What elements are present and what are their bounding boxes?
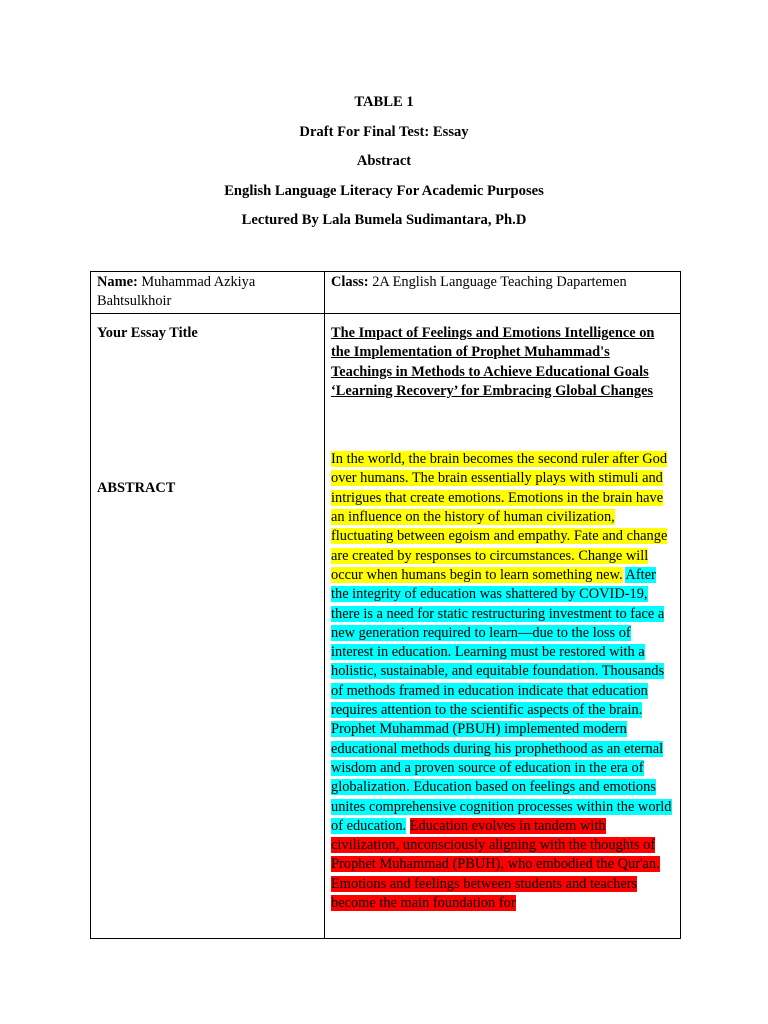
essay-title: The Impact of Feelings and Emotions Intelligence on the Implementation of Prophet Muhammad's Teachings in Methods to Achieve Educational Goals ‘Learning Recovery’ for Embracing Global Changes bbox=[331, 325, 655, 399]
essay-title-label: Your Essay Title bbox=[97, 325, 198, 341]
abstract-body bbox=[325, 450, 680, 919]
heading-course: English Language Literacy For Academic Purposes bbox=[224, 182, 544, 199]
class-value: 2A English Language Teaching Dapartemen bbox=[368, 274, 627, 290]
heading-lecturer: Lectured By Lala Bumela Sudimantara, Ph.D bbox=[241, 212, 527, 229]
essay-right-cell bbox=[325, 314, 681, 939]
abstract-label: ABSTRACT bbox=[97, 480, 176, 497]
abstract-highlight-cyan: After the integrity of education was shattered by COVID-19, there is a need for static restructuring investment to face a new generation required to learn—due to the loss of interest in education. Learning must be restored with a holistic, sustainable, and equitable foundation. Thousands of methods framed in education indicate that education requires attention to the scientific aspects of the brain. Prophet Muhammad (PBUH) implemented modern educational methods during his prophethood as an eternal wisdom and a proven source of education in the era of globalization. Education based on feelings and emotions unites comprehensive cognition processes within the world of education. bbox=[331, 566, 672, 834]
table-row-essay bbox=[91, 314, 681, 939]
name-cell bbox=[91, 272, 325, 314]
essay-left-cell bbox=[91, 314, 325, 939]
abstract-highlight-yellow: In the world, the brain becomes the second ruler after God over humans. The brain essentially plays with stimuli and intrigues that create emotions. Emotions in the brain have an influence on the history of human civilization, fluctuating between egoism and empathy. Fate and change are created by responses to circumstances. Change will occur when humans begin to learn something new. bbox=[331, 451, 668, 583]
table-row-identity bbox=[91, 272, 681, 314]
abstract-highlight-red: Education evolves in tandem with civilization, unconsciously aligning with the thoughts of Prophet Muhammad (PBUH), who embodied the Qur'an. Emotions and feelings between students and teachers become the main foundation for bbox=[331, 817, 660, 912]
class-cell bbox=[325, 272, 681, 314]
document-headings bbox=[0, 92, 768, 240]
heading-draft-title: Draft For Final Test: Essay bbox=[299, 123, 469, 140]
class-label: Class: bbox=[331, 274, 369, 290]
name-label: Name: bbox=[97, 274, 138, 290]
name-value: Muhammad Azkiya Bahtsulkhoir bbox=[97, 274, 256, 310]
heading-abstract: Abstract bbox=[356, 153, 412, 170]
heading-table-number: TABLE 1 bbox=[354, 94, 414, 110]
essay-info-table bbox=[90, 271, 681, 939]
